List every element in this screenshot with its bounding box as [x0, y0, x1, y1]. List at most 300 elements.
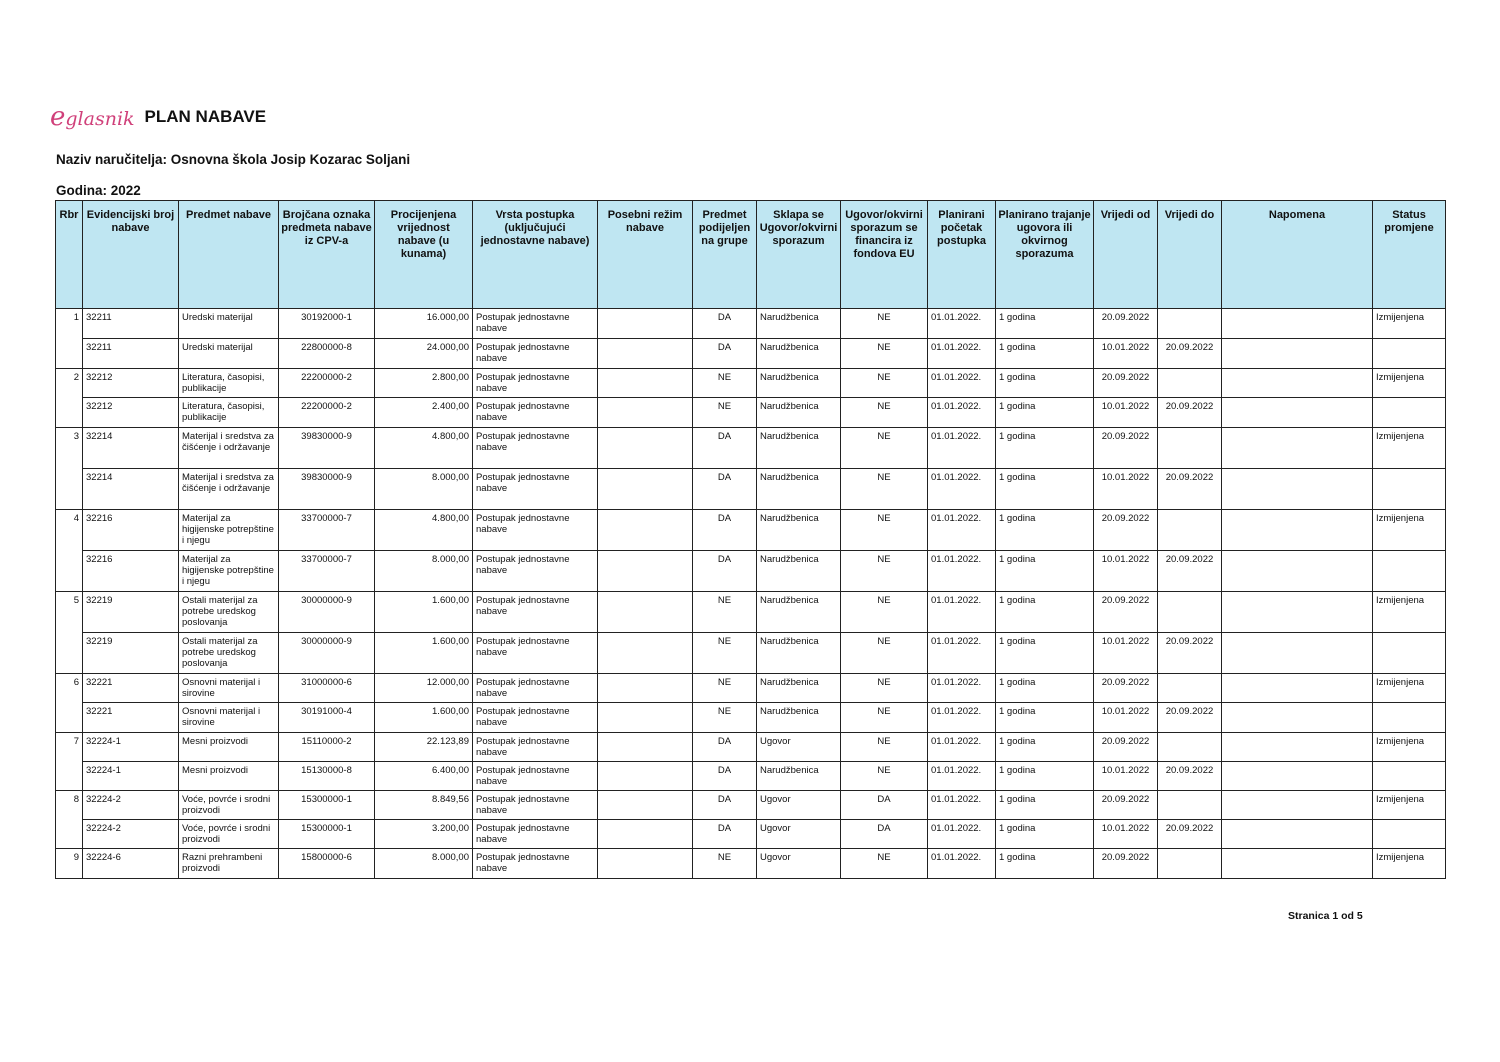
table-cell: Narudžbenica: [757, 762, 841, 791]
table-cell: [1222, 674, 1373, 703]
table-cell: Mesni proizvodi: [179, 762, 279, 791]
procurement-plan-table: [55, 200, 1446, 879]
table-row: [56, 551, 1446, 592]
table-cell: Narudžbenica: [757, 674, 841, 703]
table-cell: 01.01.2022.: [928, 633, 996, 674]
table-cell: 10.01.2022: [1094, 762, 1158, 791]
table-cell: [1373, 551, 1446, 592]
table-cell: [598, 592, 693, 633]
table-row: [56, 703, 1446, 733]
table-cell: 1.600,00: [375, 633, 473, 674]
table-cell: 20.09.2022: [1158, 398, 1222, 428]
table-cell: [598, 398, 693, 428]
table-cell: 01.01.2022.: [928, 849, 996, 879]
table-cell: 01.01.2022.: [928, 762, 996, 791]
table-cell: [598, 762, 693, 791]
column-header: Status promjene: [1373, 201, 1446, 309]
table-cell: 6.400,00: [375, 762, 473, 791]
table-cell: Ostali materijal za potrebe uredskog poslovanja: [179, 592, 279, 633]
table-cell: 01.01.2022.: [928, 592, 996, 633]
table-cell: 10.01.2022: [1094, 339, 1158, 369]
table-cell: 1.600,00: [375, 703, 473, 733]
column-header: Sklapa se Ugovor/okvirni sporazum: [757, 201, 841, 309]
table-cell: 1 godina: [996, 762, 1094, 791]
table-cell: Narudžbenica: [757, 633, 841, 674]
table-cell: 1 godina: [996, 339, 1094, 369]
table-row: [56, 674, 1446, 703]
table-cell: NE: [841, 849, 928, 879]
table-cell: Literatura, časopisi, publikacije: [179, 398, 279, 428]
table-cell: 32224-2: [83, 791, 179, 820]
table-cell: NE: [841, 369, 928, 398]
table-cell: Materijal i sredstva za čišćenje i održavanje: [179, 428, 279, 469]
table-cell: 1 godina: [996, 592, 1094, 633]
table-cell: [1158, 674, 1222, 703]
table-cell: Ugovor: [757, 820, 841, 849]
table-row: [56, 849, 1446, 879]
table-row: [56, 820, 1446, 849]
table-cell: 15130000-8: [279, 762, 375, 791]
table-cell: 1 godina: [996, 309, 1094, 339]
table-cell: Postupak jednostavne nabave: [473, 674, 598, 703]
table-cell: [1222, 733, 1373, 762]
table-cell: Izmijenjena: [1373, 510, 1446, 551]
table-cell: [598, 674, 693, 703]
table-cell: 20.09.2022: [1094, 592, 1158, 633]
table-cell: NE: [841, 428, 928, 469]
table-cell: 20.09.2022: [1094, 309, 1158, 339]
table-cell: [598, 733, 693, 762]
table-cell: NE: [841, 339, 928, 369]
table-cell: [1222, 791, 1373, 820]
table-cell: Literatura, časopisi, publikacije: [179, 369, 279, 398]
table-cell: DA: [693, 762, 757, 791]
table-cell: Voće, povrće i srodni proizvodi: [179, 820, 279, 849]
table-cell: Materijal i sredstva za čišćenje i održavanje: [179, 469, 279, 510]
table-cell: 32214: [83, 428, 179, 469]
table-cell: 4.800,00: [375, 510, 473, 551]
table-cell: 39830000-9: [279, 428, 375, 469]
table-cell: [598, 820, 693, 849]
table-cell: NE: [841, 762, 928, 791]
column-header: Planirano trajanje ugovora ili okvirnog sporazuma: [996, 201, 1094, 309]
table-cell: Postupak jednostavne nabave: [473, 592, 598, 633]
page-title: PLAN NABAVE: [144, 107, 267, 126]
table-cell: Osnovni materijal i sirovine: [179, 674, 279, 703]
table-cell: Izmijenjena: [1373, 369, 1446, 398]
table-cell: Postupak jednostavne nabave: [473, 820, 598, 849]
table-cell: NE: [841, 510, 928, 551]
table-cell: 01.01.2022.: [928, 733, 996, 762]
table-cell: 1 godina: [996, 428, 1094, 469]
table-cell: 20.09.2022: [1158, 703, 1222, 733]
table-cell: [598, 309, 693, 339]
table-cell: [598, 510, 693, 551]
table-cell: 32212: [83, 369, 179, 398]
table-cell: Narudžbenica: [757, 339, 841, 369]
table-cell: [1222, 762, 1373, 791]
table-cell: Postupak jednostavne nabave: [473, 849, 598, 879]
column-header: Napomena: [1222, 201, 1373, 309]
table-cell: 33700000-7: [279, 551, 375, 592]
table-cell: Postupak jednostavne nabave: [473, 510, 598, 551]
table-cell: 1 godina: [996, 849, 1094, 879]
table-cell: 01.01.2022.: [928, 369, 996, 398]
table-cell: [1222, 849, 1373, 879]
table-cell: Osnovni materijal i sirovine: [179, 703, 279, 733]
table-cell: 1 godina: [996, 820, 1094, 849]
table-cell: 30191000-4: [279, 703, 375, 733]
table-cell: [1158, 428, 1222, 469]
table-cell: [1158, 733, 1222, 762]
table-cell: NE: [693, 398, 757, 428]
table-cell: 20.09.2022: [1158, 820, 1222, 849]
table-row: [56, 592, 1446, 633]
table-cell: [1222, 339, 1373, 369]
table-cell: Postupak jednostavne nabave: [473, 633, 598, 674]
table-cell: Ugovor: [757, 849, 841, 879]
table-cell: 32224-6: [83, 849, 179, 879]
column-header: Brojčana oznaka predmeta nabave iz CPV-a: [279, 201, 375, 309]
table-cell: 1 godina: [996, 369, 1094, 398]
table-cell: Postupak jednostavne nabave: [473, 369, 598, 398]
table-cell: 15110000-2: [279, 733, 375, 762]
table-cell: Narudžbenica: [757, 510, 841, 551]
table-cell: 16.000,00: [375, 309, 473, 339]
table-row: [56, 762, 1446, 791]
table-cell: 01.01.2022.: [928, 674, 996, 703]
table-row: [56, 469, 1446, 510]
table-cell: NE: [841, 633, 928, 674]
table-cell: [1373, 820, 1446, 849]
table-cell: 15300000-1: [279, 791, 375, 820]
table-cell: Izmijenjena: [1373, 733, 1446, 762]
table-cell: Voće, povrće i srodni proizvodi: [179, 791, 279, 820]
table-cell: 22.123,89: [375, 733, 473, 762]
table-cell: 22200000-2: [279, 398, 375, 428]
table-cell: [1222, 469, 1373, 510]
table-cell: 01.01.2022.: [928, 469, 996, 510]
column-header: Planirani početak postupka: [928, 201, 996, 309]
table-cell: 30000000-9: [279, 592, 375, 633]
eglasnik-logo-mark: eglasnik: [50, 102, 135, 132]
table-cell: NE: [841, 703, 928, 733]
table-cell: 20.09.2022: [1158, 551, 1222, 592]
row-number: 8: [56, 791, 83, 849]
column-header: Posebni režim nabave: [598, 201, 693, 309]
table-cell: [1158, 791, 1222, 820]
table-cell: 22200000-2: [279, 369, 375, 398]
table-cell: 20.09.2022: [1094, 849, 1158, 879]
table-cell: [1373, 339, 1446, 369]
table-cell: Narudžbenica: [757, 551, 841, 592]
table-cell: [1158, 510, 1222, 551]
table-cell: 1 godina: [996, 510, 1094, 551]
table-cell: 01.01.2022.: [928, 820, 996, 849]
column-header: Procijenjena vrijednost nabave (u kunama): [375, 201, 473, 309]
table-cell: 01.01.2022.: [928, 703, 996, 733]
column-header: Predmet nabave: [179, 201, 279, 309]
table-cell: DA: [693, 309, 757, 339]
row-number: 2: [56, 369, 83, 428]
table-cell: 1 godina: [996, 551, 1094, 592]
table-cell: 12.000,00: [375, 674, 473, 703]
table-cell: DA: [693, 428, 757, 469]
table-cell: NE: [841, 469, 928, 510]
table-cell: 32219: [83, 633, 179, 674]
table-cell: [1158, 592, 1222, 633]
table-cell: NE: [693, 592, 757, 633]
table-cell: Postupak jednostavne nabave: [473, 309, 598, 339]
table-cell: [598, 428, 693, 469]
table-cell: 32216: [83, 551, 179, 592]
table-row: [56, 369, 1446, 398]
table-cell: DA: [693, 733, 757, 762]
column-header: Vrsta postupka (uključujući jednostavne nabave): [473, 201, 598, 309]
table-cell: [1158, 309, 1222, 339]
table-cell: Uredski materijal: [179, 339, 279, 369]
table-cell: Postupak jednostavne nabave: [473, 339, 598, 369]
table-cell: DA: [693, 510, 757, 551]
table-cell: [1373, 703, 1446, 733]
table-cell: [1222, 820, 1373, 849]
table-cell: [598, 369, 693, 398]
table-cell: 20.09.2022: [1094, 428, 1158, 469]
table-cell: [1222, 369, 1373, 398]
table-cell: NE: [693, 674, 757, 703]
table-cell: 2.400,00: [375, 398, 473, 428]
row-number: 3: [56, 428, 83, 510]
table-cell: 1 godina: [996, 469, 1094, 510]
table-cell: [1373, 398, 1446, 428]
table-row: [56, 733, 1446, 762]
table-cell: 10.01.2022: [1094, 703, 1158, 733]
table-cell: NE: [841, 592, 928, 633]
table-cell: Narudžbenica: [757, 592, 841, 633]
table-cell: 20.09.2022: [1094, 791, 1158, 820]
table-cell: 20.09.2022: [1158, 762, 1222, 791]
table-cell: [598, 849, 693, 879]
table-row: [56, 398, 1446, 428]
plan-year: Godina: 2022: [56, 183, 141, 198]
table-cell: 10.01.2022: [1094, 551, 1158, 592]
table-cell: Postupak jednostavne nabave: [473, 469, 598, 510]
table-cell: 1 godina: [996, 674, 1094, 703]
column-header: Ugovor/okvirni sporazum se financira iz fondova EU: [841, 201, 928, 309]
table-cell: [1222, 398, 1373, 428]
table-cell: Ugovor: [757, 733, 841, 762]
table-cell: 31000000-6: [279, 674, 375, 703]
table-cell: 01.01.2022.: [928, 551, 996, 592]
table-cell: NE: [841, 733, 928, 762]
table-cell: 32224-1: [83, 733, 179, 762]
table-cell: 8.000,00: [375, 849, 473, 879]
table-cell: NE: [841, 674, 928, 703]
table-cell: 01.01.2022.: [928, 339, 996, 369]
table-cell: Izmijenjena: [1373, 674, 1446, 703]
table-cell: 30000000-9: [279, 633, 375, 674]
table-cell: 01.01.2022.: [928, 428, 996, 469]
table-cell: 32224-2: [83, 820, 179, 849]
table-cell: Ugovor: [757, 791, 841, 820]
table-cell: 4.800,00: [375, 428, 473, 469]
table-cell: 24.000,00: [375, 339, 473, 369]
table-cell: 20.09.2022: [1158, 339, 1222, 369]
table-cell: 32211: [83, 339, 179, 369]
table-cell: 8.000,00: [375, 551, 473, 592]
table-cell: 01.01.2022.: [928, 510, 996, 551]
table-cell: 20.09.2022: [1094, 674, 1158, 703]
table-cell: 32211: [83, 309, 179, 339]
table-cell: NE: [693, 633, 757, 674]
row-number: 4: [56, 510, 83, 592]
row-number: 1: [56, 309, 83, 369]
table-row: [56, 339, 1446, 369]
table-cell: [1158, 849, 1222, 879]
table-cell: 10.01.2022: [1094, 469, 1158, 510]
table-cell: DA: [841, 791, 928, 820]
table-cell: [1222, 309, 1373, 339]
table-cell: 1 godina: [996, 633, 1094, 674]
table-cell: Ostali materijal za potrebe uredskog poslovanja: [179, 633, 279, 674]
table-cell: 32224-1: [83, 762, 179, 791]
table-cell: 3.200,00: [375, 820, 473, 849]
table-cell: [598, 469, 693, 510]
column-header: Rbr: [56, 201, 83, 309]
table-cell: [598, 703, 693, 733]
table-cell: Narudžbenica: [757, 469, 841, 510]
table-cell: 32212: [83, 398, 179, 428]
table-cell: 15300000-1: [279, 820, 375, 849]
table-cell: 2.800,00: [375, 369, 473, 398]
table-cell: [1222, 633, 1373, 674]
table-cell: Postupak jednostavne nabave: [473, 791, 598, 820]
column-header: Vrijedi do: [1158, 201, 1222, 309]
table-cell: Postupak jednostavne nabave: [473, 703, 598, 733]
table-cell: Narudžbenica: [757, 703, 841, 733]
table-cell: 39830000-9: [279, 469, 375, 510]
table-cell: 22800000-8: [279, 339, 375, 369]
table-cell: NE: [693, 369, 757, 398]
table-row: [56, 791, 1446, 820]
table-cell: 32216: [83, 510, 179, 551]
table-cell: 01.01.2022.: [928, 791, 996, 820]
table-cell: [1373, 633, 1446, 674]
table-cell: [1222, 510, 1373, 551]
table-cell: 10.01.2022: [1094, 820, 1158, 849]
table-cell: 32219: [83, 592, 179, 633]
table-cell: NE: [693, 849, 757, 879]
table-cell: Narudžbenica: [757, 369, 841, 398]
table-cell: Narudžbenica: [757, 428, 841, 469]
table-body: [56, 309, 1446, 879]
table-cell: Narudžbenica: [757, 398, 841, 428]
row-number: 6: [56, 674, 83, 733]
page-number: Stranica 1 od 5: [1288, 910, 1363, 922]
row-number: 7: [56, 733, 83, 791]
eglasnik-logo: [50, 102, 266, 132]
table-cell: Uredski materijal: [179, 309, 279, 339]
table-cell: Izmijenjena: [1373, 428, 1446, 469]
table-cell: Postupak jednostavne nabave: [473, 398, 598, 428]
table-cell: 15800000-6: [279, 849, 375, 879]
table-cell: Materijal za higijenske potrepštine i njegu: [179, 551, 279, 592]
table-cell: 1 godina: [996, 791, 1094, 820]
table-cell: Narudžbenica: [757, 309, 841, 339]
table-cell: NE: [841, 551, 928, 592]
client-name: Naziv naručitelja: Osnovna škola Josip Kozarac Soljani: [56, 152, 411, 167]
table-cell: NE: [693, 703, 757, 733]
table-cell: Razni prehrambeni proizvodi: [179, 849, 279, 879]
table-cell: 01.01.2022.: [928, 309, 996, 339]
table-cell: [1373, 469, 1446, 510]
table-cell: DA: [693, 339, 757, 369]
table-cell: Mesni proizvodi: [179, 733, 279, 762]
table-cell: [1222, 428, 1373, 469]
table-cell: NE: [841, 309, 928, 339]
table-cell: 33700000-7: [279, 510, 375, 551]
table-cell: Izmijenjena: [1373, 791, 1446, 820]
table-cell: [598, 791, 693, 820]
table-cell: [598, 339, 693, 369]
table-row: [56, 428, 1446, 469]
table-cell: 20.09.2022: [1094, 733, 1158, 762]
table-cell: Izmijenjena: [1373, 309, 1446, 339]
table-cell: [1158, 369, 1222, 398]
table-cell: 30192000-1: [279, 309, 375, 339]
table-row: [56, 633, 1446, 674]
table-cell: 32221: [83, 703, 179, 733]
table-cell: Postupak jednostavne nabave: [473, 733, 598, 762]
table-cell: [1222, 592, 1373, 633]
table-cell: 10.01.2022: [1094, 398, 1158, 428]
table-cell: 10.01.2022: [1094, 633, 1158, 674]
table-cell: NE: [841, 398, 928, 428]
table-cell: DA: [693, 469, 757, 510]
table-cell: [1222, 551, 1373, 592]
table-cell: Postupak jednostavne nabave: [473, 428, 598, 469]
table-row: [56, 309, 1446, 339]
table-cell: Materijal za higijenske potrepštine i njegu: [179, 510, 279, 551]
table-cell: DA: [693, 820, 757, 849]
table-header-row: [56, 201, 1446, 309]
column-header: Predmet podijeljen na grupe: [693, 201, 757, 309]
table-cell: DA: [693, 791, 757, 820]
table-cell: 01.01.2022.: [928, 398, 996, 428]
table-cell: Izmijenjena: [1373, 592, 1446, 633]
table-cell: 20.09.2022: [1158, 469, 1222, 510]
table-cell: Postupak jednostavne nabave: [473, 551, 598, 592]
table-cell: [1373, 762, 1446, 791]
table-row: [56, 510, 1446, 551]
table-cell: DA: [693, 551, 757, 592]
row-number: 9: [56, 849, 83, 879]
table-cell: 1 godina: [996, 398, 1094, 428]
table-cell: 8.849,56: [375, 791, 473, 820]
table-cell: 20.09.2022: [1094, 369, 1158, 398]
table-cell: [1222, 703, 1373, 733]
column-header: Vrijedi od: [1094, 201, 1158, 309]
table-cell: DA: [841, 820, 928, 849]
table-cell: Postupak jednostavne nabave: [473, 762, 598, 791]
table-cell: 1 godina: [996, 733, 1094, 762]
table-cell: [598, 633, 693, 674]
table-cell: 32214: [83, 469, 179, 510]
table-cell: 20.09.2022: [1094, 510, 1158, 551]
table-cell: Izmijenjena: [1373, 849, 1446, 879]
table-cell: 1 godina: [996, 703, 1094, 733]
table-cell: 32221: [83, 674, 179, 703]
